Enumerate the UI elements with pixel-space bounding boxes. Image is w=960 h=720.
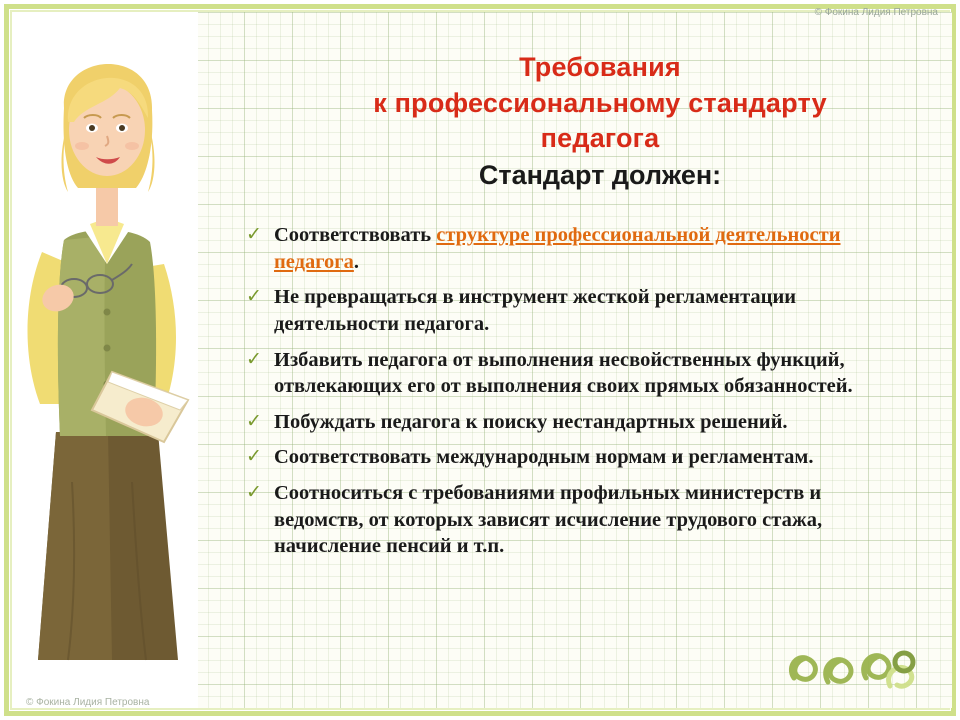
list-item-text: [274, 222, 914, 275]
list-item: [246, 284, 914, 337]
page-title-line-2: к профессиональному стандарту: [373, 87, 827, 118]
list-item-tail: .: [353, 250, 359, 273]
checkmark-icon: ✓: [246, 348, 262, 370]
list-item: [246, 480, 914, 560]
requirements-list: [246, 222, 914, 569]
page-subtitle: Стандарт должен:: [478, 160, 722, 190]
paperclips-decoration: [780, 622, 930, 700]
list-item-text: Побуждать педагога к поиску нестандартных решений.: [274, 410, 788, 433]
list-item: [246, 222, 914, 275]
paperclips-svg: [780, 622, 930, 700]
checkmark-icon: ✓: [246, 224, 262, 245]
list-item-text: Соотноситься с требованиями профильных министерств и ведомств, от которых зависят исчисление трудового стажа, начисление пенсий и т.п.: [274, 482, 823, 558]
watermark-top: © Фокина Лидия Петровна: [814, 7, 938, 18]
checkmark-icon: ✓: [246, 286, 262, 308]
list-item: [246, 347, 914, 400]
checkmark-icon: ✓: [246, 446, 262, 468]
page-title-line-1: Требования: [519, 52, 681, 82]
list-item: [246, 409, 914, 436]
teacher-illustration: [12, 12, 198, 708]
list-item-text: Избавить педагога от выполнения несвойственных функций, отвлекающих его от выполнения своих прямых обязанностей.: [274, 348, 853, 398]
teacher-illustration-svg: [12, 12, 198, 708]
list-item-link[interactable]: структуре профессиональной деятельности педагога: [274, 224, 841, 273]
list-item-lead: Соответствовать: [274, 224, 437, 246]
page-title-line-3: педагога: [540, 123, 660, 154]
watermark-bottom: © Фокина Лидия Петровна: [26, 697, 150, 708]
list-item-text: Соответствовать международным нормам и регламентам.: [274, 446, 814, 469]
list-item-text: Не превращаться в инструмент жесткой регламентации деятельности педагога.: [274, 286, 797, 335]
list-item: [246, 444, 914, 471]
checkmark-icon: ✓: [246, 482, 262, 504]
page-title: [300, 50, 900, 157]
checkmark-icon: ✓: [246, 410, 262, 432]
